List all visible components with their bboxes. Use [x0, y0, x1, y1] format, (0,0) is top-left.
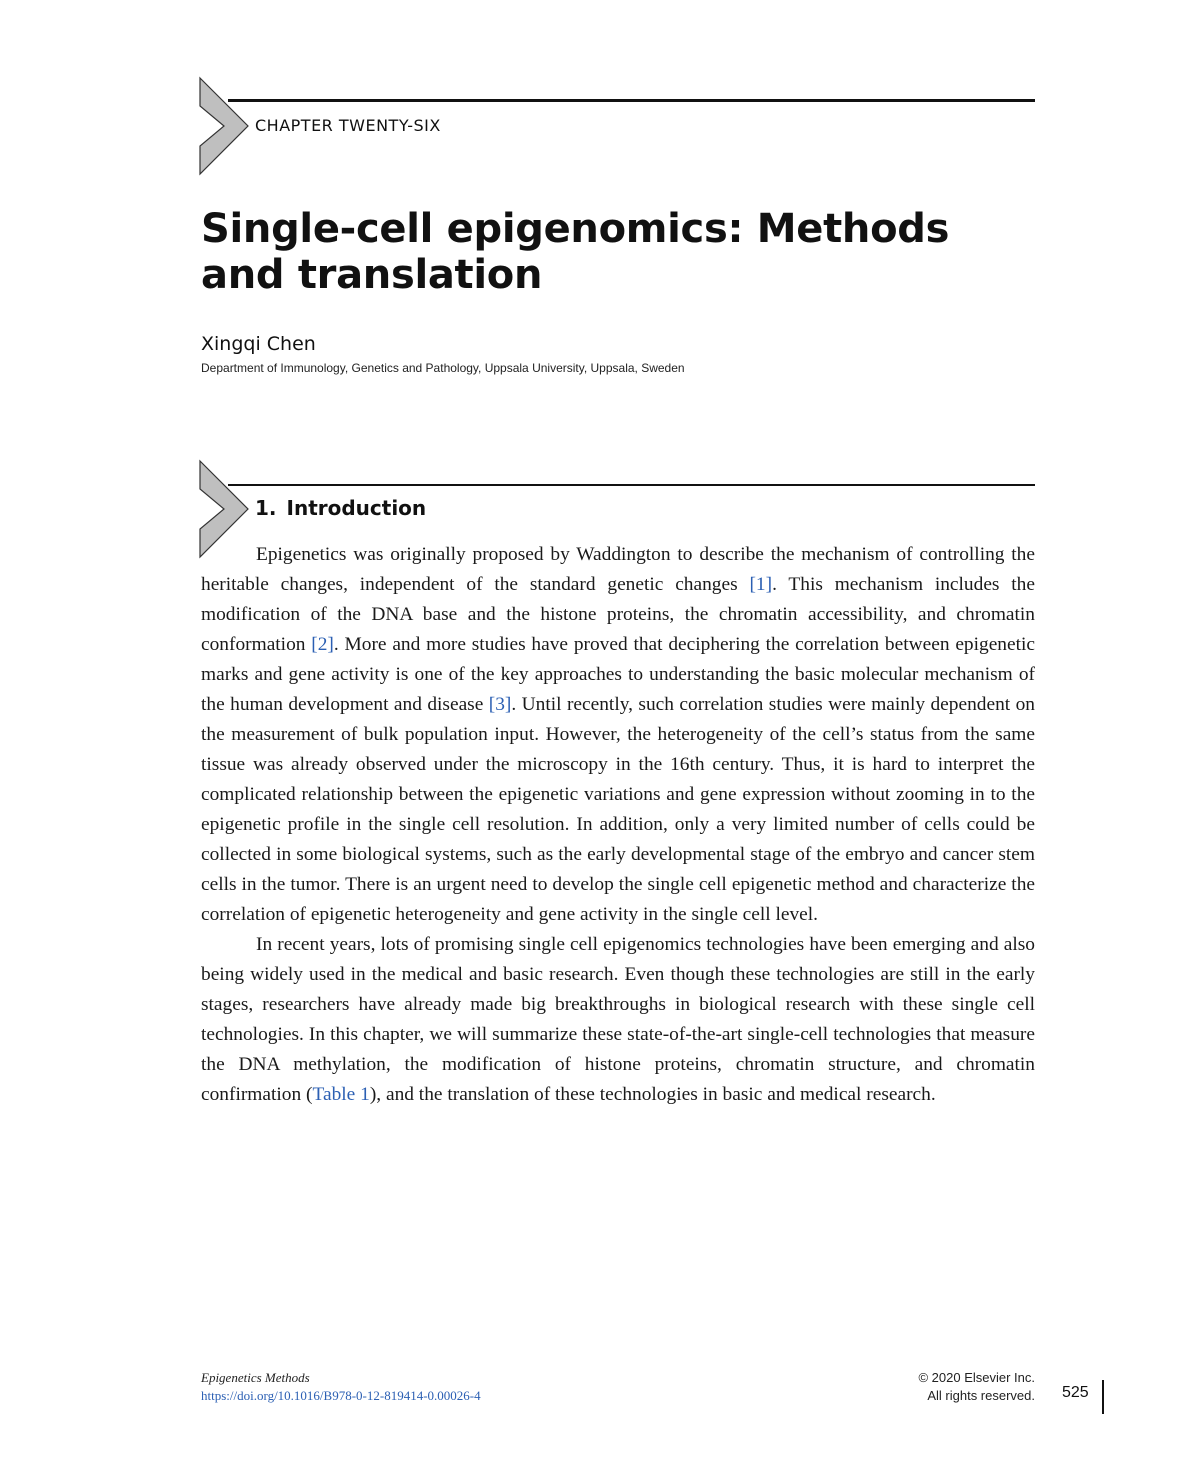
citation-link[interactable]: [3] [488, 694, 512, 715]
chapter-chevron-icon [198, 76, 252, 176]
citation-link[interactable]: [2] [311, 634, 334, 655]
section-title: Introduction [286, 496, 427, 520]
section-heading [255, 496, 436, 520]
chapter-rule [228, 99, 1035, 102]
copyright: © 2020 Elsevier Inc. [918, 1370, 1035, 1385]
book-title: Epigenetics Methods [201, 1370, 310, 1385]
paragraph-text: . This mechanism includes the modification of the DNA base and the histone proteins, the chromatin accessibility, and chromatin conformation [201, 574, 1035, 655]
footer-right [860, 1369, 1035, 1405]
body-text [201, 540, 1035, 1110]
footer-left [201, 1369, 481, 1405]
chapter-label: CHAPTER TWENTY-SIX [255, 116, 441, 135]
citation-link[interactable]: [1] [749, 574, 773, 595]
paragraph-text: . Until recently, such correlation studies were mainly dependent on the measurement of bulk population input. However, the heterogeneity of the cell’s status from the same tissue was already observed under the microscopy in the 16th century. Thus, it is hard to interpret the complicated relationship between the epigenetic variations and gene expression without zooming in to the epigenetic profile in the single cell resolution. In addition, only a very limited number of cells could be collected in some biological systems, such as the early developmental stage of the embryo and cancer stem cells in the tumor. There is an urgent need to develop the single cell epigenetic method and characterize the correlation of epigenetic heterogeneity and gene activity in the single cell level. [201, 694, 1035, 925]
paragraph-text: ), and the translation of these technologies in basic and medical research. [369, 1084, 936, 1105]
rights: All rights reserved. [927, 1388, 1035, 1403]
paragraph-text: . More and more studies have proved that deciphering the correlation between epigenetic marks and gene activity is one of the key approaches to understanding the basic molecular mechanism of the human development and disease [201, 634, 1035, 715]
paragraph-text: Epigenetics was originally proposed by Waddington to describe the mechanism of controlling the heritable changes, independent of the standard genetic changes [201, 544, 1035, 595]
page-number-bar [1102, 1380, 1104, 1414]
page-number: 525 [1062, 1384, 1089, 1401]
body-paragraph [201, 540, 1035, 930]
paper-title: Single-cell epigenomics: Methods and translation [201, 206, 950, 298]
section-number: 1. [255, 496, 277, 520]
citation-link[interactable]: Table 1 [312, 1084, 370, 1105]
body-paragraph [201, 930, 1035, 1110]
author-name: Xingqi Chen [201, 333, 316, 355]
section-rule [228, 484, 1035, 486]
paragraph-text: In recent years, lots of promising single cell epigenomics technologies have been emerging and also being widely used in the medical and basic research. Even though these technologies are still in the early stages, researchers have already made big breakthroughs in biological research with these single cell technologies. In this chapter, we will summarize these state-of-the-art single-cell technologies that measure the DNA methylation, the modification of histone proteins, chromatin structure, and chromatin confirmation ( [201, 934, 1035, 1105]
author-affiliation: Department of Immunology, Genetics and Pathology, Uppsala University, Uppsala, Sweden [201, 361, 685, 375]
doi-link[interactable]: https://doi.org/10.1016/B978-0-12-819414-0.00026-4 [201, 1388, 481, 1403]
